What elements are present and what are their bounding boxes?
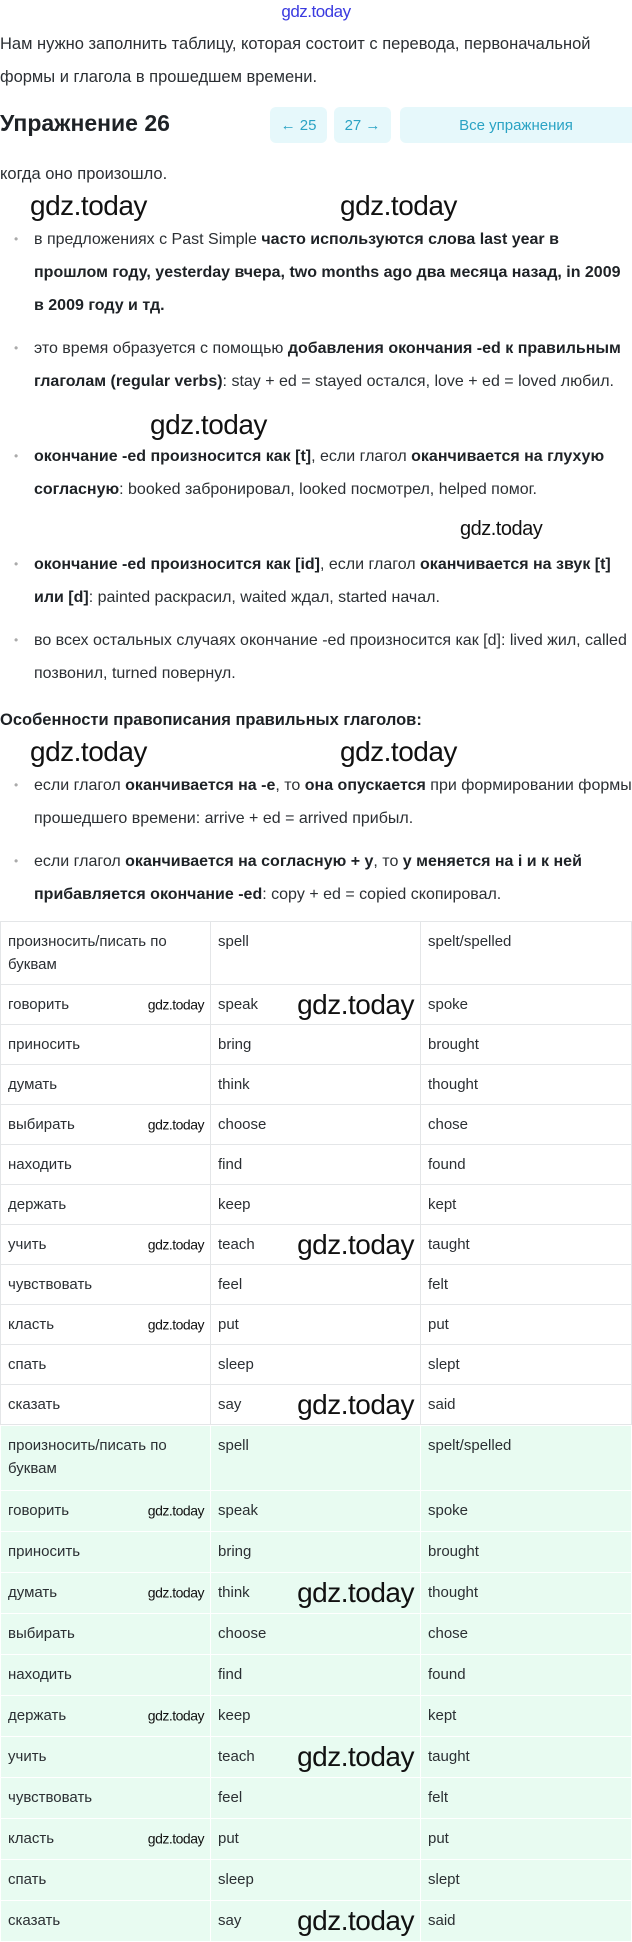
infinitive-cell	[211, 1491, 421, 1532]
watermark: gdz.today	[340, 190, 457, 221]
table-row	[1, 1860, 632, 1901]
all-exercises-button[interactable]: Все упражнения	[400, 107, 632, 143]
past-cell	[421, 1860, 632, 1901]
table-row	[1, 1105, 632, 1145]
russian-cell	[1, 1532, 211, 1573]
infinitive-cell	[211, 1532, 421, 1573]
next-exercise-button[interactable]: 27 →	[334, 107, 391, 143]
text-fragment: когда оно произошло.	[0, 165, 168, 183]
cell-text: думать	[8, 1076, 58, 1093]
infinitive-cell	[211, 1696, 421, 1737]
russian-cell	[1, 1145, 211, 1185]
cell-text: учить	[8, 1236, 47, 1253]
past-cell	[421, 1532, 632, 1573]
table-row	[1, 1305, 632, 1345]
infinitive-cell	[211, 1573, 421, 1614]
watermark: gdz.today	[460, 518, 543, 540]
cell-text: feel	[218, 1276, 243, 1293]
text: , если глагол	[311, 448, 412, 465]
text: : painted раскрасил, waited ждал, started начал.	[88, 589, 440, 606]
past-cell	[421, 1426, 632, 1491]
infinitive-cell	[211, 1778, 421, 1819]
russian-cell	[1, 1696, 211, 1737]
cell-text: произносить/писать по буквам	[8, 933, 167, 973]
table-row	[1, 1225, 632, 1265]
spelling-rules-list	[0, 769, 632, 911]
russian-cell	[1, 1105, 211, 1145]
cell-text: say	[218, 1396, 242, 1413]
rules-list	[0, 223, 632, 690]
watermark: gdz.today	[147, 1116, 204, 1132]
table-row	[1, 1819, 632, 1860]
table-row	[1, 1385, 632, 1425]
past-cell	[421, 1025, 632, 1065]
cell-text: teach	[218, 1748, 255, 1765]
text: при формировании формы прошедшего времени: arrive + ed = arrived прибыл.	[34, 777, 632, 827]
past-cell	[421, 1901, 632, 1942]
table-row	[1, 1614, 632, 1655]
cell-text: felt	[428, 1276, 449, 1293]
table-row	[1, 1532, 632, 1573]
table-row	[1, 1065, 632, 1105]
verbs-table	[0, 921, 632, 1425]
watermark: gdz.today	[297, 988, 414, 1020]
past-cell	[421, 1614, 632, 1655]
table-row	[1, 1426, 632, 1491]
infinitive-cell	[211, 1655, 421, 1696]
past-cell	[421, 922, 632, 985]
cell-text: think	[218, 1584, 250, 1601]
past-cell	[421, 1105, 632, 1145]
text: в предложениях с Past Simple	[34, 231, 262, 248]
text: это время образуется с помощью	[34, 340, 288, 357]
russian-cell	[1, 1737, 211, 1778]
table-row	[1, 1901, 632, 1942]
past-cell	[421, 1345, 632, 1385]
cell-text: put	[218, 1830, 239, 1847]
bold-text: оканчивается на -e	[125, 777, 276, 794]
infinitive-cell	[211, 1901, 421, 1942]
cell-text: говорить	[8, 996, 70, 1013]
table-row	[1, 985, 632, 1025]
cell-text: bring	[218, 1543, 252, 1560]
russian-cell	[1, 1655, 211, 1696]
cell-text: put	[218, 1316, 239, 1333]
bold-text: окончание -ed произносится как [id]	[34, 556, 320, 573]
cell-text: spoke	[428, 996, 469, 1013]
watermark: gdz.today	[147, 1707, 204, 1724]
cell-text: think	[218, 1076, 250, 1093]
past-cell	[421, 1065, 632, 1105]
cell-text: keep	[218, 1196, 251, 1213]
russian-cell	[1, 1426, 211, 1491]
cell-text: taught	[428, 1236, 470, 1253]
bold-text: она опускается	[304, 777, 426, 794]
cell-text: speak	[218, 1502, 259, 1519]
past-cell	[421, 1737, 632, 1778]
cell-text: sleep	[218, 1871, 254, 1888]
watermark-row	[0, 408, 632, 440]
cell-text: thought	[428, 1076, 479, 1093]
watermark: gdz.today	[281, 2, 351, 21]
cell-text: chose	[428, 1116, 469, 1133]
cell-text: выбирать	[8, 1625, 75, 1642]
cell-text: speak	[218, 996, 259, 1013]
infinitive-cell	[211, 1105, 421, 1145]
infinitive-cell	[211, 1737, 421, 1778]
russian-cell	[1, 1778, 211, 1819]
table-row	[1, 1696, 632, 1737]
watermark: gdz.today	[297, 1905, 414, 1936]
cell-text: kept	[428, 1707, 457, 1724]
cell-text: taught	[428, 1748, 470, 1765]
infinitive-cell	[211, 1305, 421, 1345]
past-cell	[421, 1225, 632, 1265]
bold-text: часто используются слова last year в прошлом году, yesterday вчера, two months ago два месяца назад, in 2009 в 2009 году и тд.	[34, 231, 621, 314]
russian-cell	[1, 1491, 211, 1532]
past-cell	[421, 1696, 632, 1737]
russian-cell	[1, 922, 211, 985]
cell-text: чувствовать	[8, 1276, 93, 1293]
past-cell	[421, 1185, 632, 1225]
past-cell	[421, 1655, 632, 1696]
list-item	[0, 548, 632, 614]
watermark: gdz.today	[297, 1388, 414, 1420]
cell-text: держать	[8, 1707, 67, 1724]
bold-text: оканчивается на согласную + y	[125, 853, 374, 870]
cell-text: приносить	[8, 1543, 81, 1560]
cell-text: держать	[8, 1196, 67, 1213]
cell-text: сказать	[8, 1912, 61, 1929]
cell-text: said	[428, 1396, 456, 1413]
past-cell	[421, 1265, 632, 1305]
text: , то	[275, 777, 305, 794]
watermark: gdz.today	[147, 1584, 204, 1601]
past-cell	[421, 1819, 632, 1860]
cell-text: говорить	[8, 1502, 70, 1519]
cell-text: sleep	[218, 1356, 254, 1373]
russian-cell	[1, 1345, 211, 1385]
cell-text: думать	[8, 1584, 58, 1601]
table-row	[1, 1491, 632, 1532]
cell-text: say	[218, 1912, 242, 1929]
infinitive-cell	[211, 1065, 421, 1105]
verbs-table-highlighted	[0, 1425, 632, 1942]
table-row	[1, 1345, 632, 1385]
cell-text: find	[218, 1156, 243, 1173]
text: : stay + ed = stayed остался, love + ed = loved любил.	[222, 373, 614, 390]
russian-cell	[1, 1819, 211, 1860]
past-cell	[421, 1778, 632, 1819]
cell-text: чувствовать	[8, 1789, 93, 1806]
table-row	[1, 922, 632, 985]
infinitive-cell	[211, 1819, 421, 1860]
infinitive-cell	[211, 1225, 421, 1265]
past-cell	[421, 1491, 632, 1532]
bold-text: y меняется на i и к ней прибавляется окончание -ed	[34, 853, 582, 903]
russian-cell	[1, 1385, 211, 1425]
text: : booked забронировал, looked посмотрел, helped помог.	[119, 481, 537, 498]
cell-text: спать	[8, 1356, 47, 1373]
cell-text: учить	[8, 1748, 47, 1765]
past-cell	[421, 1145, 632, 1185]
cell-text: spelt/spelled	[428, 1437, 512, 1454]
cell-text: felt	[428, 1789, 449, 1806]
cell-text: found	[428, 1666, 466, 1683]
cell-text: находить	[8, 1666, 72, 1683]
watermark-row	[0, 191, 632, 223]
cell-text: found	[428, 1156, 466, 1173]
russian-cell	[1, 985, 211, 1025]
cell-text: chose	[428, 1625, 469, 1642]
text: , то	[373, 853, 403, 870]
watermark: gdz.today	[147, 996, 204, 1012]
intro-text: Нам нужно заполнить таблицу, которая состоит с перевода, первоначальной формы и глагола в прошедшем времени.	[0, 35, 591, 86]
table-row	[1, 1025, 632, 1065]
text: если глагол	[34, 777, 126, 794]
cell-text: класть	[8, 1830, 55, 1847]
cell-text: spell	[218, 1437, 249, 1454]
text: : copy + ed = copied скопировал.	[262, 886, 502, 903]
infinitive-cell	[211, 1385, 421, 1425]
infinitive-cell	[211, 1265, 421, 1305]
russian-cell	[1, 1901, 211, 1942]
cell-text: brought	[428, 1543, 479, 1560]
watermark: gdz.today	[147, 1830, 204, 1847]
past-cell	[421, 1305, 632, 1345]
bold-text: окончание -ed произносится как [t]	[34, 448, 312, 465]
russian-cell	[1, 1265, 211, 1305]
infinitive-cell	[211, 1614, 421, 1655]
table-row	[1, 1145, 632, 1185]
cell-text: спать	[8, 1871, 47, 1888]
infinitive-cell	[211, 985, 421, 1025]
cell-text: spelt/spelled	[428, 933, 512, 950]
cell-text: spell	[218, 933, 249, 950]
watermark: gdz.today	[340, 736, 457, 767]
cell-text: said	[428, 1912, 456, 1929]
cell-text: spoke	[428, 1502, 469, 1519]
cell-text: сказать	[8, 1396, 61, 1413]
list-item	[0, 624, 632, 690]
watermark: gdz.today	[30, 190, 147, 221]
cell-text: put	[428, 1830, 449, 1847]
watermark: gdz.today	[30, 736, 147, 767]
cell-text: thought	[428, 1584, 479, 1601]
watermark: gdz.today	[147, 1236, 204, 1252]
infinitive-cell	[211, 1860, 421, 1901]
russian-cell	[1, 1185, 211, 1225]
cell-text: choose	[218, 1625, 267, 1642]
infinitive-cell	[211, 1145, 421, 1185]
subheading: Особенности правописания правильных глаголов:	[0, 711, 422, 729]
cell-text: choose	[218, 1116, 267, 1133]
cell-text: teach	[218, 1236, 255, 1253]
list-item	[0, 223, 632, 322]
page-title: Упражнение 26	[0, 110, 170, 136]
prev-exercise-button[interactable]: ← 25	[270, 107, 327, 143]
table-row	[1, 1573, 632, 1614]
watermark: gdz.today	[147, 1316, 204, 1332]
content	[0, 158, 632, 1942]
table-row	[1, 1265, 632, 1305]
infinitive-cell	[211, 922, 421, 985]
russian-cell	[1, 1025, 211, 1065]
russian-cell	[1, 1573, 211, 1614]
list-item	[0, 845, 632, 911]
watermark-row	[0, 516, 632, 548]
past-cell	[421, 1385, 632, 1425]
past-cell	[421, 1573, 632, 1614]
bold-text: оканчивается на глухую согласную	[34, 448, 605, 498]
russian-cell	[1, 1225, 211, 1265]
list-item	[0, 332, 632, 398]
infinitive-cell	[211, 1185, 421, 1225]
past-cell	[421, 985, 632, 1025]
cell-text: put	[428, 1316, 449, 1333]
cell-text: slept	[428, 1356, 460, 1373]
cell-text: feel	[218, 1789, 243, 1806]
cell-text: выбирать	[8, 1116, 75, 1133]
watermark: gdz.today	[297, 1577, 414, 1608]
bold-text: оканчивается на звук [t] или [d]	[34, 556, 611, 606]
table-row	[1, 1655, 632, 1696]
russian-cell	[1, 1065, 211, 1105]
table-row	[1, 1778, 632, 1819]
cell-text: find	[218, 1666, 243, 1683]
cell-text: приносить	[8, 1036, 81, 1053]
russian-cell	[1, 1305, 211, 1345]
infinitive-cell	[211, 1426, 421, 1491]
cell-text: класть	[8, 1316, 55, 1333]
table-row	[1, 1185, 632, 1225]
watermark: gdz.today	[147, 1502, 204, 1519]
text: , если глагол	[319, 556, 421, 573]
cell-text: keep	[218, 1707, 251, 1724]
infinitive-cell	[211, 1345, 421, 1385]
infinitive-cell	[211, 1025, 421, 1065]
list-item	[0, 440, 632, 506]
russian-cell	[1, 1860, 211, 1901]
text: во всех остальных случаях окончание -ed произносится как [d]: lived жил, called позвонил, turned повернул.	[34, 632, 627, 682]
cell-text: kept	[428, 1196, 457, 1213]
list-item	[0, 769, 632, 835]
russian-cell	[1, 1614, 211, 1655]
watermark-row	[0, 737, 632, 769]
watermark: gdz.today	[297, 1228, 414, 1260]
table-row	[1, 1737, 632, 1778]
watermark: gdz.today	[150, 409, 267, 440]
cell-text: находить	[8, 1156, 72, 1173]
cell-text: slept	[428, 1871, 460, 1888]
watermark: gdz.today	[297, 1741, 414, 1772]
bold-text: добавления окончания -ed к правильным глаголам (regular verbs)	[34, 340, 621, 390]
cell-text: произносить/писать по буквам	[8, 1437, 167, 1477]
cell-text: brought	[428, 1036, 479, 1053]
text: если глагол	[34, 853, 126, 870]
cell-text: bring	[218, 1036, 252, 1053]
